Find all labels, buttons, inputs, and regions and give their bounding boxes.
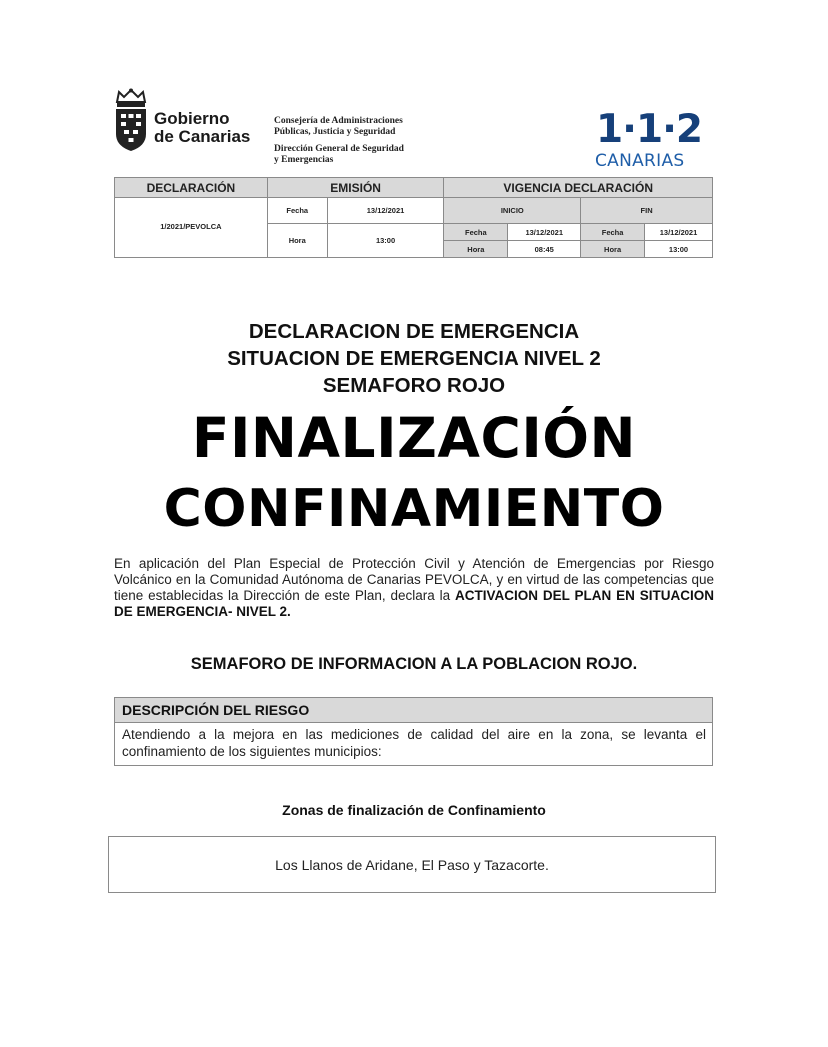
zonas-title: Zonas de finalización de Confinamiento: [282, 802, 546, 818]
declaracion-id: 1/2021/PEVOLCA: [115, 198, 268, 258]
body-paragraph: [114, 556, 714, 620]
112-canarias-logo: [594, 107, 703, 172]
gobierno-line2: de Canarias: [154, 127, 251, 146]
body-paragraph-text: En aplicación del Plan Especial de Protección Civil y Atención de Emergencias por Riesgo Volcánico en la Comunidad Autónoma de Canarias PEVOLCA, y en virtud de las competencias que tiene establecidas la Dirección de este Plan, declara la: [114, 556, 714, 603]
inicio-label: INICIO: [444, 198, 581, 224]
gobierno-de-canarias-logo: [113, 88, 263, 158]
direccion-line2: y Emergencias: [274, 155, 334, 165]
risk-description-header: DESCRIPCIÓN DEL RIESGO: [115, 698, 712, 723]
consejeria-line2: Públicas, Justicia y Seguridad: [274, 127, 396, 137]
body-paragraph-bold: ACTIVACION DEL PLAN EN SITUACION DE EMERGENCIA- NIVEL 2.: [114, 588, 714, 619]
coat-of-arms-icon: [113, 88, 149, 152]
risk-description-text: Atendiendo a la mejora en las mediciones de calidad del aire en la zona, se levanta el confinamiento de los siguientes municipios:: [122, 727, 706, 759]
direccion-line1: Dirección General de Seguridad: [274, 144, 404, 154]
declaracion-header: DECLARACIÓN: [115, 178, 268, 198]
semaforo-heading: SEMAFORO DE INFORMACION A LA POBLACION ROJO.: [190, 655, 638, 673]
inicio-fecha: 13/12/2021: [508, 224, 581, 241]
fin-fecha: 13/12/2021: [645, 224, 713, 241]
headline-confinamiento: CONFINAMIENTO: [163, 479, 665, 539]
declaration-titles: [0, 318, 828, 399]
inicio-hora-label: Hora: [444, 241, 508, 258]
emision-header: EMISIÓN: [267, 178, 444, 198]
inicio-hora: 08:45: [508, 241, 581, 258]
declaration-info-table: [114, 177, 713, 258]
fin-label: FIN: [581, 198, 713, 224]
emision-hora-label: Hora: [267, 224, 327, 258]
consejeria-line1: Consejería de Administraciones: [274, 116, 403, 126]
fin-hora-label: Hora: [581, 241, 645, 258]
title-line3: SEMAFORO ROJO: [322, 374, 506, 397]
logo-digits: 1·1·2: [596, 107, 703, 152]
title-line1: DECLARACION DE EMERGENCIA: [248, 320, 580, 343]
zonas-box: [108, 836, 716, 893]
consejeria-block: [274, 116, 444, 166]
gobierno-line1: Gobierno: [154, 109, 230, 128]
title-line2: SITUACION DE EMERGENCIA NIVEL 2: [227, 347, 601, 370]
headline-finalizacion: FINALIZACIÓN: [191, 406, 637, 470]
vigencia-header: VIGENCIA DECLARACIÓN: [444, 178, 713, 198]
emision-fecha-label: Fecha: [267, 198, 327, 224]
zonas-text: Los Llanos de Aridane, El Paso y Tazacorte.: [275, 857, 549, 873]
gobierno-text: [154, 110, 250, 146]
inicio-fecha-label: Fecha: [444, 224, 508, 241]
risk-description-box: [114, 697, 713, 766]
fin-hora: 13:00: [645, 241, 713, 258]
emision-fecha: 13/12/2021: [327, 198, 444, 224]
fin-fecha-label: Fecha: [581, 224, 645, 241]
logo-region: CANARIAS: [595, 151, 685, 171]
emision-hora: 13:00: [327, 224, 444, 258]
